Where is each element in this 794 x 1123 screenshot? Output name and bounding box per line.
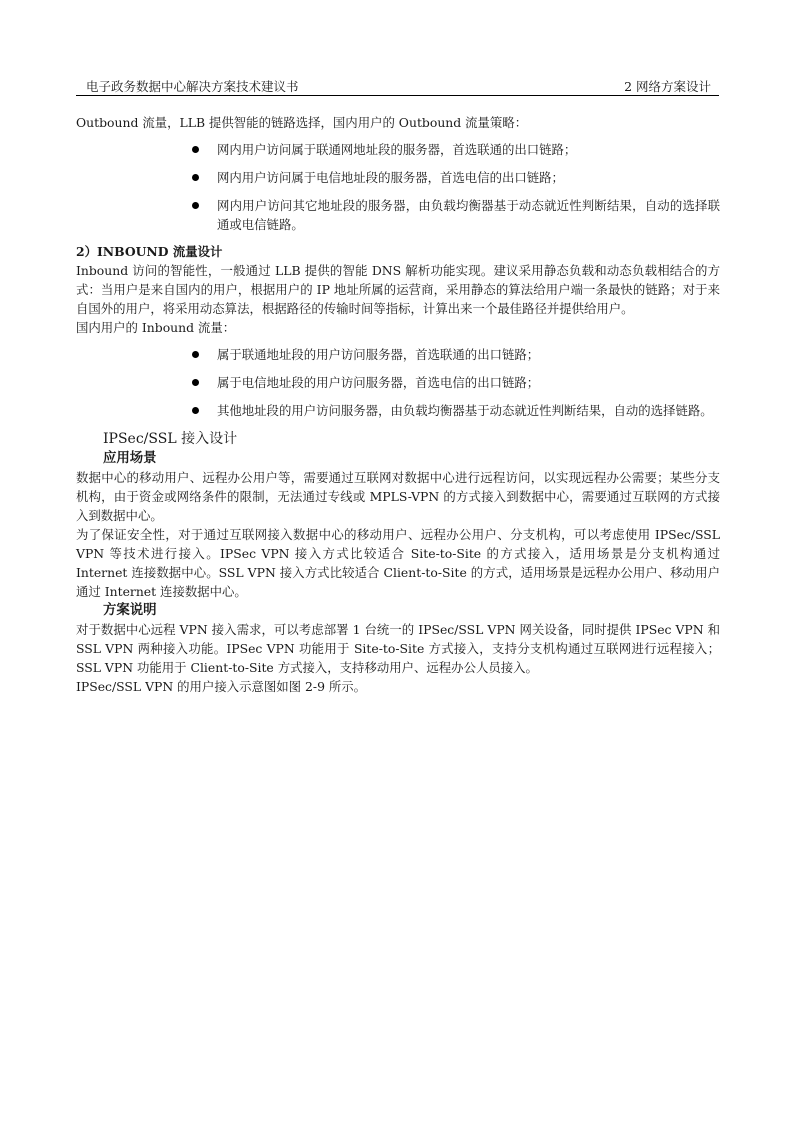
solution-paragraph-1: 对于数据中心远程 VPN 接入需求，可以考虑部署 1 台统一的 IPSec/SSL VPN 网关设备，同时提供 IPSec VPN 和 SSL VPN 两种接入功能。IPSec VPN 功能用于 Site-to-Site 方式接入，支持分支机构通过互联网进行远程接入；SSL VPN 功能用于 Client-to-Site 方式接入，支持移动用户、远程办公人员接入。 bbox=[76, 622, 720, 675]
scenario-paragraph-2: 为了保证安全性，对于通过互联网接入数据中心的移动用户、远程办公用户、分支机构，可以考虑使用 IPSec/SSL VPN 等技术进行接入。IPSec VPN 接入方式比较适合 Site-to-Site 的方式接入，适用场景是分支机构通过 Internet 连接数据中心。SSL VPN 接入方式比较适合 Client-to-Site 的方式，适用场景是远程办公用户、移动用户通过 Internet 连接数据中心。 bbox=[76, 527, 720, 599]
list-item: 网内用户访问属于电信地址段的服务器，首选电信的出口链路； bbox=[76, 168, 720, 187]
outbound-intro: Outbound 流量，LLB 提供智能的链路选择，国内用户的 Outbound 流量策略： bbox=[76, 115, 528, 130]
outbound-bullet-list bbox=[76, 140, 720, 234]
solution-paragraph-2: IPSec/SSL VPN 的用户接入示意图如图 2-9 所示。 bbox=[76, 679, 367, 694]
section-title-ipsec-ssl: IPSec/SSL 接入设计 bbox=[103, 431, 238, 447]
list-item: 属于电信地址段的用户访问服务器，首选电信的出口链路； bbox=[76, 373, 720, 392]
page-header bbox=[76, 78, 719, 96]
inbound-domestic-intro: 国内用户的 Inbound 流量： bbox=[76, 320, 236, 335]
page-content bbox=[76, 113, 720, 696]
header-chapter-title: 2 网络方案设计 bbox=[624, 79, 711, 94]
bullet-dot-icon bbox=[192, 174, 199, 181]
bullet-dot-icon bbox=[192, 351, 199, 358]
bullet-dot-icon bbox=[192, 379, 199, 386]
inbound-paragraph: Inbound 访问的智能性，一般通过 LLB 提供的智能 DNS 解析功能实现。建议采用静态负载和动态负载相结合的方式：当用户是来自国内的用户，根据用户的 IP 地址所属的运营商，采用静态的算法给用户端一条最快的链路；对于来自国外的用户，将采用动态算法，根据路径的传输时间等指标，计算出来一个最佳路径并提供给用户。 bbox=[76, 263, 720, 316]
list-item: 网内用户访问属于联通网地址段的服务器，首选联通的出口链路； bbox=[76, 140, 720, 159]
bullet-dot-icon bbox=[192, 146, 199, 153]
bullet-dot-icon bbox=[192, 202, 199, 209]
header-document-title: 电子政务数据中心解决方案技术建议书 bbox=[86, 79, 299, 94]
list-item: 其他地址段的用户访问服务器，由负载均衡器基于动态就近性判断结果，自动的选择链路。 bbox=[76, 401, 720, 420]
inbound-bullet-list bbox=[76, 345, 720, 420]
list-item: 属于联通地址段的用户访问服务器，首选联通的出口链路； bbox=[76, 345, 720, 364]
subsection-title-solution: 方案说明 bbox=[103, 602, 157, 618]
bullet-dot-icon bbox=[192, 407, 199, 414]
subsection-title-scenario: 应用场景 bbox=[103, 450, 157, 466]
scenario-paragraph-1: 数据中心的移动用户、远程办公用户等，需要通过互联网对数据中心进行远程访问，以实现远程办公需要；某些分支机构，由于资金或网络条件的限制，无法通过专线或 MPLS-VPN 的方式接入到数据中心，需要通过互联网的方式接入到数据中心。 bbox=[76, 470, 720, 523]
inbound-heading: 2）INBOUND 流量设计 bbox=[76, 244, 223, 259]
list-item: 网内用户访问其它地址段的服务器，由负载均衡器基于动态就近性判断结果，自动的选择联通或电信链路。 bbox=[76, 196, 720, 234]
